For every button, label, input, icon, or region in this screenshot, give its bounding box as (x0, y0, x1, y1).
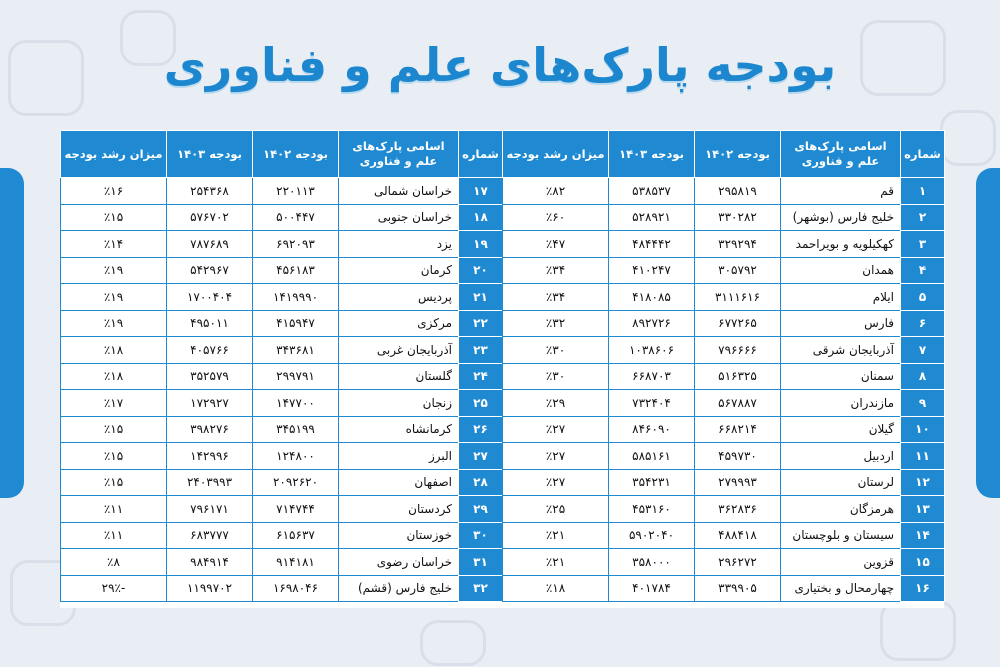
budget-growth: ٪۱۱ (61, 496, 167, 523)
budget-1403: ۵۳۸۵۳۷ (609, 178, 695, 205)
budget-1402: ۱۶۹۸۰۴۶ (253, 575, 339, 602)
table-row (61, 257, 945, 284)
budget-1402: ۳۴۵۱۹۹ (253, 416, 339, 443)
budget-1403: ۱۰۳۸۶۰۶ (609, 337, 695, 364)
budget-1403: ۴۱۸۰۸۵ (609, 284, 695, 311)
header-budget-1402: بودجه ۱۴۰۲ (253, 131, 339, 178)
budget-growth: ٪۲۱ (503, 522, 609, 549)
row-number: ۶ (901, 310, 945, 337)
park-name: خوزستان (339, 522, 459, 549)
table-row (61, 310, 945, 337)
table-row (61, 204, 945, 231)
budget-1403: ۳۵۸۰۰۰ (609, 549, 695, 576)
budget-1403: ۲۵۴۳۶۸ (167, 178, 253, 205)
table-row (61, 337, 945, 364)
budget-1402: ۳۲۹۲۹۴ (695, 231, 781, 258)
table-row (61, 522, 945, 549)
budget-1403: ۴۱۰۲۴۷ (609, 257, 695, 284)
budget-1402: ۷۱۴۷۴۴ (253, 496, 339, 523)
budget-growth: ٪۲۷ (503, 443, 609, 470)
budget-growth: -۲۹٪ (61, 575, 167, 602)
budget-1403: ۳۵۴۲۳۱ (609, 469, 695, 496)
row-number: ۲ (901, 204, 945, 231)
budget-1402: ۵۱۶۳۲۵ (695, 363, 781, 390)
budget-growth: ٪۱۴ (61, 231, 167, 258)
budget-1403: ۶۶۸۷۰۳ (609, 363, 695, 390)
budget-1403: ۵۷۶۷۰۲ (167, 204, 253, 231)
budget-growth: ٪۲۷ (503, 469, 609, 496)
budget-1403: ۷۸۷۶۸۹ (167, 231, 253, 258)
park-name: کهکیلویه و بویراحمد (781, 231, 901, 258)
table-row (61, 549, 945, 576)
budget-1403: ۵۴۲۹۶۷ (167, 257, 253, 284)
park-name: پردیس (339, 284, 459, 311)
budget-growth: ٪۲۹ (503, 390, 609, 417)
park-name: گیلان (781, 416, 901, 443)
row-number: ۱۶ (901, 575, 945, 602)
park-name: مرکزی (339, 310, 459, 337)
row-number: ۱۷ (459, 178, 503, 205)
budget-1403: ۴۰۱۷۸۴ (609, 575, 695, 602)
park-name: فارس (781, 310, 901, 337)
row-number: ۳ (901, 231, 945, 258)
budget-1402: ۶۶۸۲۱۴ (695, 416, 781, 443)
park-name: چهارمحال و بختیاری (781, 575, 901, 602)
park-name: اردبیل (781, 443, 901, 470)
budget-1403: ۴۰۵۷۶۶ (167, 337, 253, 364)
park-name: قم (781, 178, 901, 205)
budget-1403: ۹۸۴۹۱۴ (167, 549, 253, 576)
row-number: ۱۵ (901, 549, 945, 576)
budget-1403: ۱۱۹۹۷۰۲ (167, 575, 253, 602)
budget-growth: ٪۱۹ (61, 310, 167, 337)
budget-growth: ٪۱۱ (61, 522, 167, 549)
row-number: ۲۳ (459, 337, 503, 364)
header-number: شماره (901, 131, 945, 178)
budget-1403: ۱۴۲۹۹۶ (167, 443, 253, 470)
budget-1403: ۵۲۸۹۲۱ (609, 204, 695, 231)
row-number: ۲۲ (459, 310, 503, 337)
table-row (61, 443, 945, 470)
budget-growth: ٪۱۹ (61, 284, 167, 311)
budget-growth: ٪۱۷ (61, 390, 167, 417)
park-name: خراسان رضوی (339, 549, 459, 576)
page-title: بودجه پارک‌های علم و فناوری (163, 38, 837, 92)
header-growth: میزان رشد بودجه (503, 131, 609, 178)
row-number: ۱۰ (901, 416, 945, 443)
left-accent-bar (0, 168, 24, 498)
budget-growth: ٪۱۵ (61, 469, 167, 496)
budget-1402: ۶۷۷۲۶۵ (695, 310, 781, 337)
row-number: ۲۸ (459, 469, 503, 496)
table-row (61, 575, 945, 602)
budget-1402: ۱۴۱۹۹۹۰ (253, 284, 339, 311)
park-name: آذربایجان شرقی (781, 337, 901, 364)
budget-1403: ۸۹۲۷۲۶ (609, 310, 695, 337)
budget-growth: ٪۲۱ (503, 549, 609, 576)
budget-growth: ٪۱۹ (61, 257, 167, 284)
budget-growth: ٪۳۴ (503, 284, 609, 311)
header-budget-1402: بودجه ۱۴۰۲ (695, 131, 781, 178)
budget-table (60, 130, 945, 602)
budget-1402: ۵۶۷۸۸۷ (695, 390, 781, 417)
budget-growth: ٪۱۸ (61, 337, 167, 364)
budget-growth: ٪۱۸ (503, 575, 609, 602)
park-name: لرستان (781, 469, 901, 496)
table-row (61, 416, 945, 443)
budget-1402: ۱۲۴۸۰۰ (253, 443, 339, 470)
budget-growth: ٪۲۵ (503, 496, 609, 523)
budget-1403: ۱۷۲۹۲۷ (167, 390, 253, 417)
park-name: سمنان (781, 363, 901, 390)
row-number: ۲۰ (459, 257, 503, 284)
budget-growth: ٪۱۸ (61, 363, 167, 390)
row-number: ۲۱ (459, 284, 503, 311)
park-name: خراسان جنوبی (339, 204, 459, 231)
row-number: ۳۲ (459, 575, 503, 602)
row-number: ۱۸ (459, 204, 503, 231)
budget-1403: ۱۷۰۰۴۰۴ (167, 284, 253, 311)
row-number: ۳۰ (459, 522, 503, 549)
budget-1403: ۸۴۶۰۹۰ (609, 416, 695, 443)
budget-1402: ۳۱۱۱۶۱۶ (695, 284, 781, 311)
row-number: ۱۱ (901, 443, 945, 470)
table-row (61, 231, 945, 258)
row-number: ۲۵ (459, 390, 503, 417)
budget-growth: ٪۳۰ (503, 363, 609, 390)
row-number: ۱۴ (901, 522, 945, 549)
park-name: خلیج فارس (بوشهر) (781, 204, 901, 231)
park-name: اصفهان (339, 469, 459, 496)
park-name: گلستان (339, 363, 459, 390)
row-number: ۲۶ (459, 416, 503, 443)
budget-1402: ۳۴۳۶۸۱ (253, 337, 339, 364)
budget-growth: ٪۳۴ (503, 257, 609, 284)
budget-1403: ۲۴۰۳۹۹۳ (167, 469, 253, 496)
park-name: خراسان شمالی (339, 178, 459, 205)
row-number: ۴ (901, 257, 945, 284)
budget-1402: ۴۱۵۹۴۷ (253, 310, 339, 337)
park-name: البرز (339, 443, 459, 470)
budget-1402: ۲۹۵۸۱۹ (695, 178, 781, 205)
table-row (61, 390, 945, 417)
budget-1402: ۳۶۲۸۳۶ (695, 496, 781, 523)
table-header-row (61, 131, 945, 178)
budget-growth: ٪۱۵ (61, 416, 167, 443)
budget-1402: ۵۰۰۴۴۷ (253, 204, 339, 231)
budget-1402: ۱۴۷۷۰۰ (253, 390, 339, 417)
row-number: ۱۳ (901, 496, 945, 523)
budget-growth: ٪۶۰ (503, 204, 609, 231)
table-row (61, 363, 945, 390)
park-name: همدان (781, 257, 901, 284)
budget-table-container (60, 130, 944, 608)
row-number: ۷ (901, 337, 945, 364)
row-number: ۲۴ (459, 363, 503, 390)
budget-1402: ۳۰۵۷۹۲ (695, 257, 781, 284)
budget-1403: ۴۹۵۰۱۱ (167, 310, 253, 337)
right-accent-bar (976, 168, 1000, 498)
budget-1402: ۶۱۵۶۳۷ (253, 522, 339, 549)
budget-1402: ۴۸۸۴۱۸ (695, 522, 781, 549)
budget-growth: ٪۳۲ (503, 310, 609, 337)
park-name: سیستان و بلوچستان (781, 522, 901, 549)
table-row (61, 178, 945, 205)
budget-growth: ٪۱۶ (61, 178, 167, 205)
budget-1403: ۷۳۲۴۰۴ (609, 390, 695, 417)
header-budget-1403: بودجه ۱۴۰۳ (167, 131, 253, 178)
budget-growth: ٪۸ (61, 549, 167, 576)
budget-1402: ۳۳۹۹۰۵ (695, 575, 781, 602)
budget-1402: ۴۵۹۷۳۰ (695, 443, 781, 470)
row-number: ۱ (901, 178, 945, 205)
budget-1402: ۹۱۴۱۸۱ (253, 549, 339, 576)
park-name: مازندران (781, 390, 901, 417)
row-number: ۸ (901, 363, 945, 390)
park-name: خلیج فارس (قشم) (339, 575, 459, 602)
park-name: کردستان (339, 496, 459, 523)
budget-1402: ۲۰۹۲۶۲۰ (253, 469, 339, 496)
row-number: ۲۷ (459, 443, 503, 470)
budget-growth: ٪۱۵ (61, 443, 167, 470)
budget-1403: ۵۸۵۱۶۱ (609, 443, 695, 470)
row-number: ۱۹ (459, 231, 503, 258)
header-name: اسامی پارک‌های علم و فناوری (339, 131, 459, 178)
budget-1402: ۳۳۰۲۸۲ (695, 204, 781, 231)
park-name: ایلام (781, 284, 901, 311)
budget-1403: ۳۵۲۵۷۹ (167, 363, 253, 390)
park-name: هرمزگان (781, 496, 901, 523)
budget-1403: ۵۹۰۲۰۴۰ (609, 522, 695, 549)
budget-1403: ۳۹۸۲۷۶ (167, 416, 253, 443)
budget-growth: ٪۸۲ (503, 178, 609, 205)
park-name: کرمان (339, 257, 459, 284)
budget-1402: ۲۹۹۷۹۱ (253, 363, 339, 390)
budget-growth: ٪۲۷ (503, 416, 609, 443)
table-row (61, 284, 945, 311)
header-budget-1403: بودجه ۱۴۰۳ (609, 131, 695, 178)
header-name: اسامی پارک‌های علم و فناوری (781, 131, 901, 178)
budget-1403: ۷۹۶۱۷۱ (167, 496, 253, 523)
budget-1403: ۶۸۳۷۷۷ (167, 522, 253, 549)
row-number: ۳۱ (459, 549, 503, 576)
budget-1402: ۲۷۹۹۹۳ (695, 469, 781, 496)
park-name: یزد (339, 231, 459, 258)
budget-1402: ۶۹۲۰۹۳ (253, 231, 339, 258)
row-number: ۹ (901, 390, 945, 417)
budget-1403: ۴۸۴۴۴۲ (609, 231, 695, 258)
header-number: شماره (459, 131, 503, 178)
budget-1402: ۷۹۶۶۶۶ (695, 337, 781, 364)
budget-growth: ٪۳۰ (503, 337, 609, 364)
park-name: کرمانشاه (339, 416, 459, 443)
park-name: آذربایجان غربی (339, 337, 459, 364)
table-row (61, 469, 945, 496)
budget-1402: ۲۹۶۲۷۲ (695, 549, 781, 576)
row-number: ۵ (901, 284, 945, 311)
budget-growth: ٪۴۷ (503, 231, 609, 258)
row-number: ۱۲ (901, 469, 945, 496)
park-name: زنجان (339, 390, 459, 417)
table-row (61, 496, 945, 523)
budget-1403: ۴۵۳۱۶۰ (609, 496, 695, 523)
budget-1402: ۲۲۰۱۱۳ (253, 178, 339, 205)
budget-1402: ۴۵۶۱۸۳ (253, 257, 339, 284)
row-number: ۲۹ (459, 496, 503, 523)
budget-growth: ٪۱۵ (61, 204, 167, 231)
header-growth: میزان رشد بودجه (61, 131, 167, 178)
park-name: قزوین (781, 549, 901, 576)
